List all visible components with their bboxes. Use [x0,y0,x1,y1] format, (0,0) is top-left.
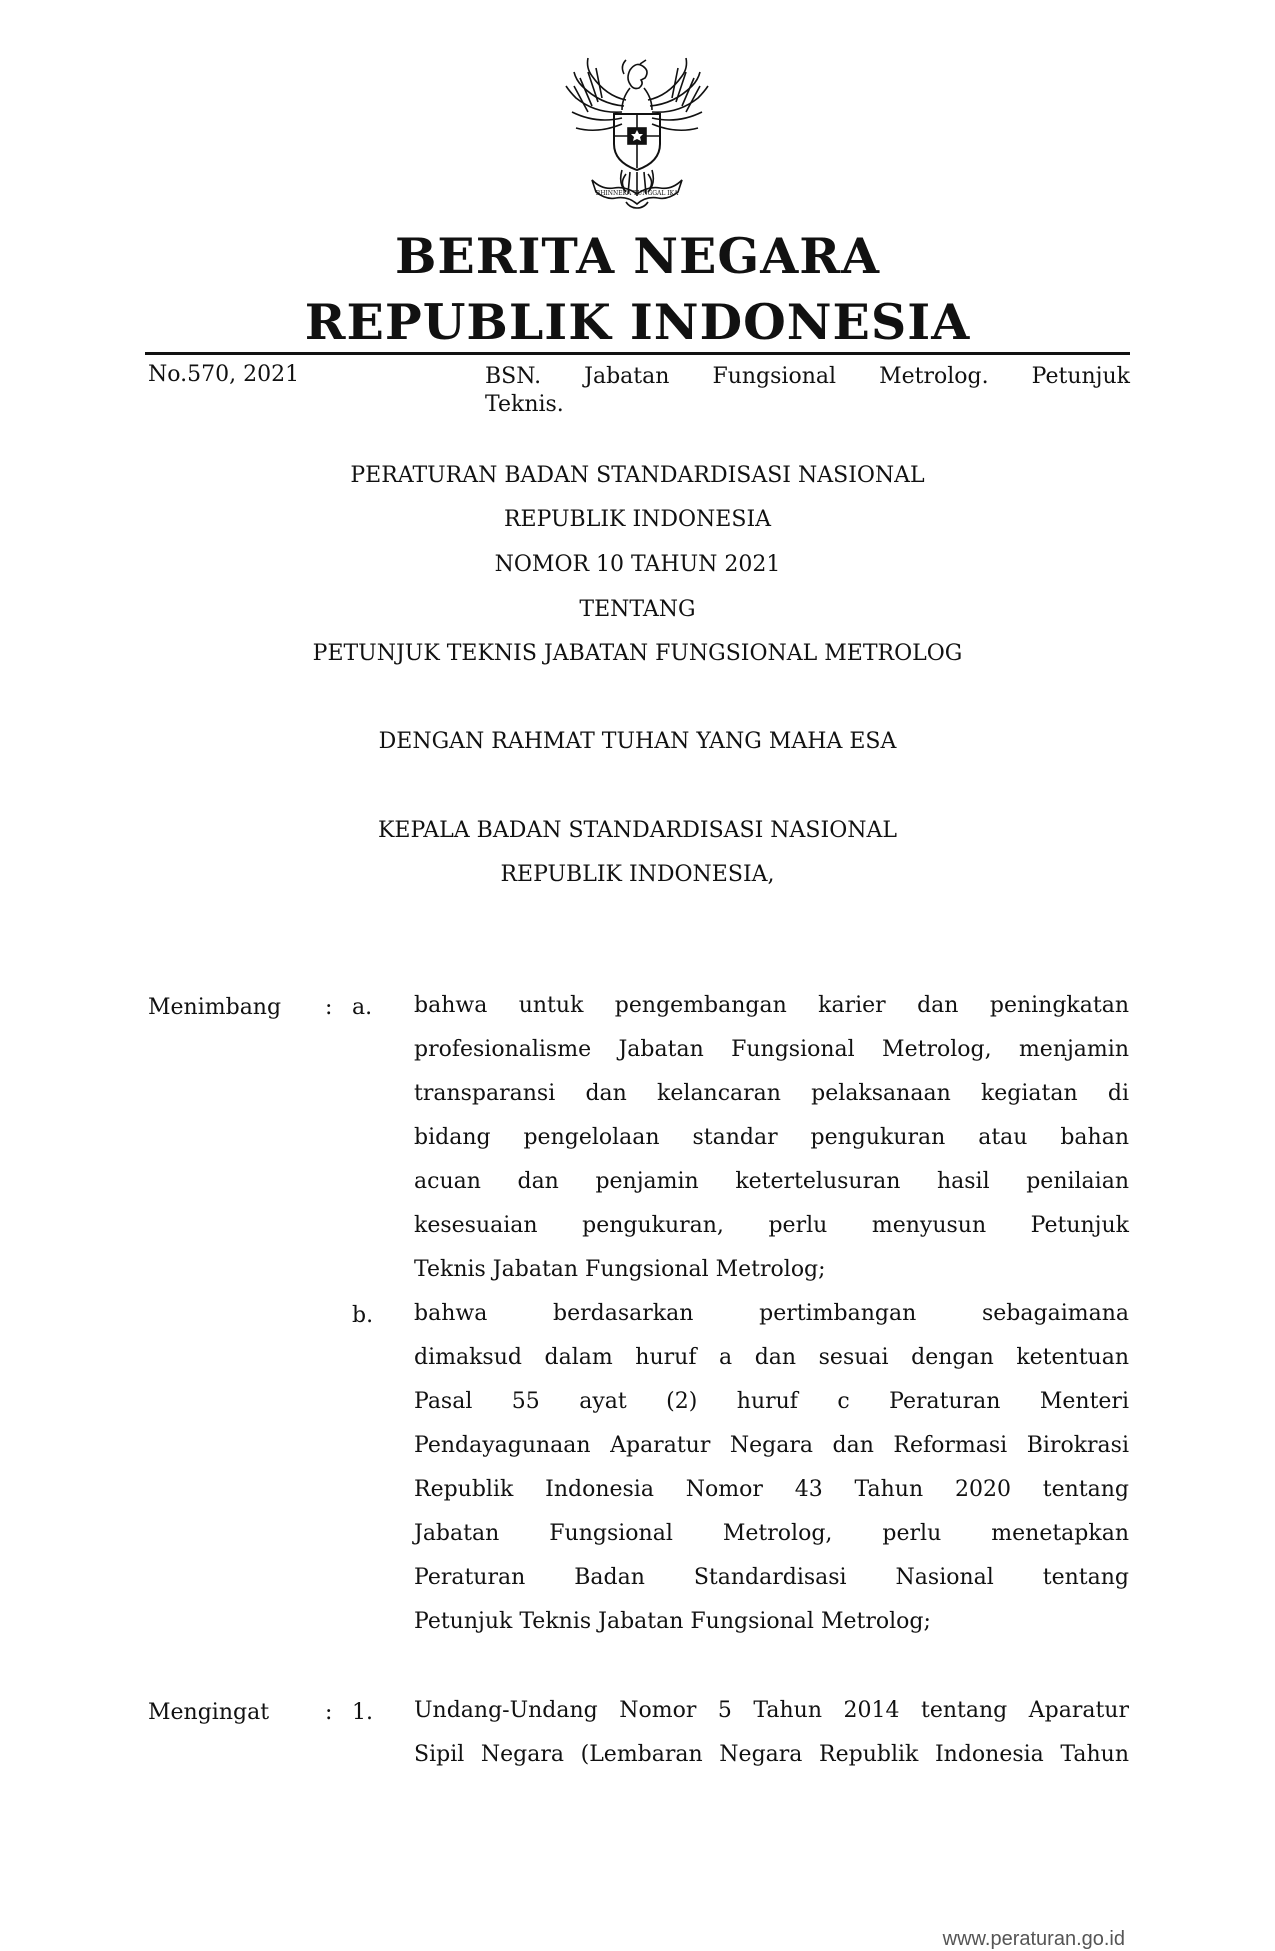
text-line: dimaksud dalam huruf a dan sesuai dengan ketentuan [414,1345,1129,1370]
text-line: Petunjuk Teknis Jabatan Fungsional Metrolog; [414,1609,931,1634]
regulation-title-line: TENTANG [579,597,696,622]
gazette-subject: BSN. Jabatan Fungsional Metrolog. Petunjuk [485,364,1130,389]
preamble: DENGAN RAHMAT TUHAN YANG MAHA ESA [378,729,897,754]
text-line: bidang pengelolaan standar pengukuran atau bahan [414,1125,1129,1150]
text-line: transparansi dan kelancaran pelaksanaan kegiatan di [414,1081,1129,1106]
text-line: profesionalisme Jabatan Fungsional Metrolog, menjamin [414,1037,1129,1062]
text-line: Sipil Negara (Lembaran Negara Republik Indonesia Tahun [414,1742,1129,1767]
regulation-title-line: REPUBLIK INDONESIA [503,507,772,532]
svg-text:BHINNEKA TUNGGAL IKA: BHINNEKA TUNGGAL IKA [595,190,679,197]
authority-line: KEPALA BADAN STANDARDISASI NASIONAL [378,818,897,843]
item-marker: a. [352,995,373,1020]
masthead-subtitle: REPUBLIK INDONESIA [304,293,971,351]
menimbang-colon: : [325,995,333,1020]
gazette-subject-continued: Teknis. [485,392,564,417]
authority-line: REPUBLIK INDONESIA, [500,862,775,887]
item-marker: 1. [352,1700,373,1725]
menimbang-item-a [414,984,1129,1292]
text-line: Pendayagunaan Aparatur Negara dan Reformasi Birokrasi [414,1433,1129,1458]
masthead-title: BERITA NEGARA [394,227,880,285]
mengingat-label: Mengingat [148,1700,270,1725]
text-line: bahwa untuk pengembangan karier dan peningkatan [414,993,1129,1018]
text-line: Republik Indonesia Nomor 43 Tahun 2020 tentang [414,1477,1129,1502]
text-line: Pasal 55 ayat (2) huruf c Peraturan Menteri [414,1389,1129,1414]
footer-website-link[interactable]: www.peraturan.go.id [942,1928,1125,1950]
text-line: bahwa berdasarkan pertimbangan sebagaimana [414,1301,1129,1326]
header-rule [145,352,1130,355]
regulation-number: NOMOR 10 TAHUN 2021 [494,552,781,577]
item-marker: b. [352,1303,374,1328]
text-line: Peraturan Badan Standardisasi Nasional tentang [414,1565,1129,1590]
mengingat-item-1 [414,1689,1129,1777]
menimbang-item-b [414,1292,1129,1644]
gazette-number: No.570, 2021 [148,362,300,387]
text-line: kesesuaian pengukuran, perlu menyusun Petunjuk [414,1213,1129,1238]
text-line: Teknis Jabatan Fungsional Metrolog; [414,1257,826,1282]
garuda-emblem-icon [552,52,722,222]
text-line: acuan dan penjamin ketertelusuran hasil penilaian [414,1169,1129,1194]
text-line: Jabatan Fungsional Metrolog, perlu menetapkan [414,1521,1129,1546]
regulation-title-line: PERATURAN BADAN STANDARDISASI NASIONAL [350,463,925,488]
menimbang-label: Menimbang [148,995,282,1020]
mengingat-colon: : [325,1700,333,1725]
text-line: Undang-Undang Nomor 5 Tahun 2014 tentang Aparatur [414,1698,1129,1723]
regulation-subject: PETUNJUK TEKNIS JABATAN FUNGSIONAL METROLOG [312,641,963,666]
